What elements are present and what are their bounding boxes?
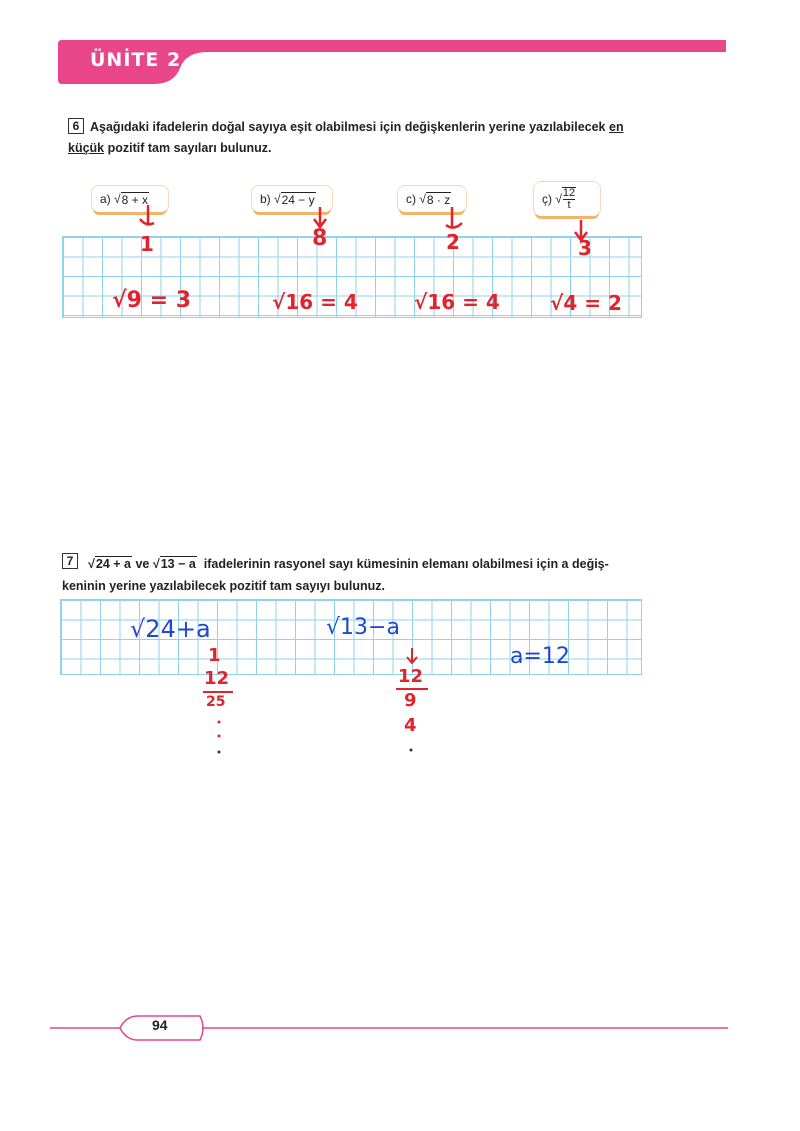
question-6-underlined-kucuk: küçük [68,141,105,155]
unit-title: ÜNİTE 2 [90,49,182,71]
item-cc-numerator: 12 [562,187,576,199]
question-6-text-part: Aşağıdaki ifadelerin doğal sayıya eşit olabilmesi için değişkenlerin yerine yazılabilecek [90,120,606,134]
question-7-expr1: 24 + a [95,557,131,571]
dot-icon [406,742,416,758]
question-6-text-line1 [90,120,624,134]
item-cc-fraction [562,187,576,211]
answer-a: 1 [140,232,154,256]
question-6-number: 6 [68,118,84,134]
item-cc-denominator: t [567,199,571,211]
item-cc-label: ç) [542,192,552,206]
right-step-2: 9 [404,690,417,711]
answer-b: 8 [312,226,328,251]
result-b: √16 = 4 [272,290,358,314]
right-step-1: 12 [398,666,424,687]
left-step-3: 25 [206,694,226,710]
page-number: 94 [152,1017,168,1033]
item-b-label: b) [260,192,271,206]
question-7-expr2: 13 − a [160,557,196,571]
arrow-down-icon [130,203,160,233]
question-7-connector: ve [135,557,150,571]
result-c-cedilla: √4 = 2 [550,291,622,315]
item-a-radicand: 8 + x [121,192,148,207]
left-fraction-bar [203,691,233,693]
item-a-label: a) [100,192,111,206]
answer-c: 2 [446,230,460,254]
arrow-down-icon [402,646,422,666]
question-6-text-line2 [68,141,272,155]
question-7-text-part1: ifadelerinin rasyonel sayı kümesinin elemanı olabilmesi için a değiş- [203,557,609,571]
right-step-3: 4 [404,715,417,736]
item-c-label: c) [406,192,416,206]
item-c-radicand: 8 · z [426,192,451,207]
work-answer: a=12 [510,644,570,669]
expression-card-c: c) √ 8 · z [398,186,466,212]
expression-card-b: b) √ 24 − y [252,186,332,212]
work-left-expression: √24+a [130,615,211,643]
question-7-text-line2: keninin yerine yazılabilecek pozitif tam sayıyı bulunuz. [62,579,386,593]
result-a: √9 = 3 [112,288,192,313]
question-7-text-line1: √24 + a ve √13 − a ifadelerinin rasyonel sayı kümesinin elemanı olabilmesi için a değiş- [88,557,609,571]
answer-c-cedilla: 3 [578,236,592,260]
work-right-expression: √13−a [326,615,400,640]
expression-card-a: a) √ 8 + x [92,186,168,212]
question-7-number: 7 [62,553,78,569]
dots-icon [214,716,224,758]
question-6-underlined-en: en [609,120,624,134]
question-6-text-part2: pozitif tam sayıları bulunuz. [107,141,272,155]
expression-card-c-cedilla: ç) √ $\frac{12}{t}$ [534,182,600,216]
item-b-radicand: 24 − y [281,192,315,207]
left-step-2: 12 [204,668,230,689]
result-c: √16 = 4 [414,290,500,314]
left-step-1: 1 [208,645,221,666]
